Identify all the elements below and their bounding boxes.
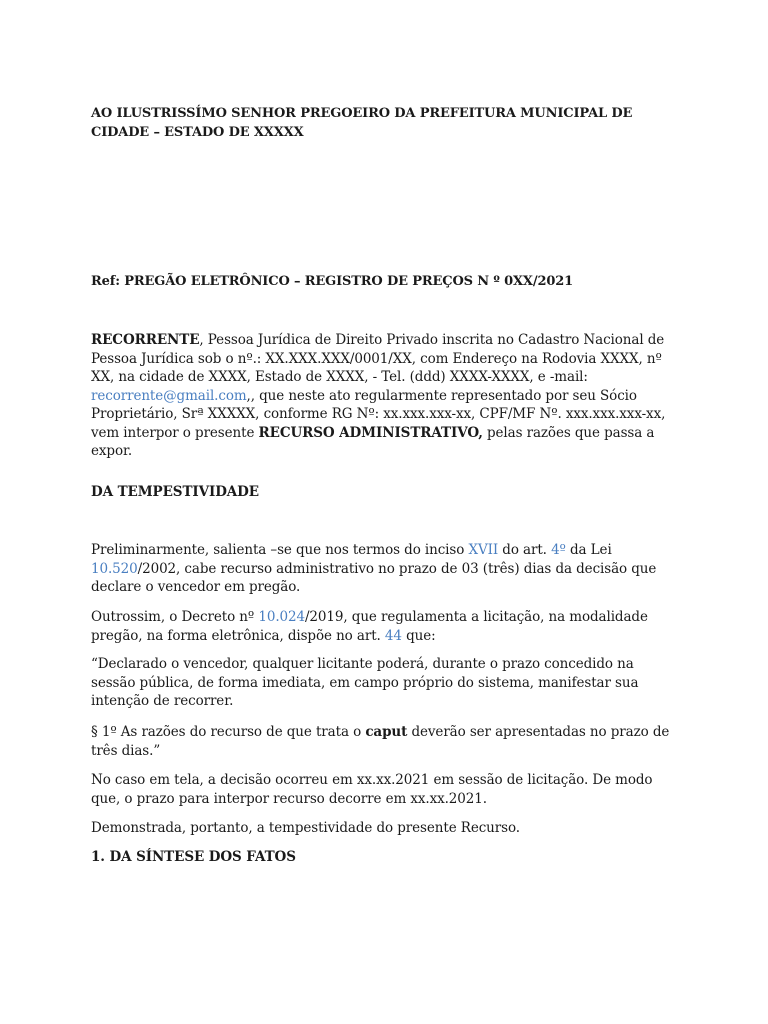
email-link[interactable]: recorrente@gmail.com xyxy=(91,387,247,404)
p1-text-1: Preliminarmente, salienta –se que nos termos do inciso xyxy=(91,542,469,558)
paragraph-outrossim xyxy=(91,608,681,645)
section-title-tempestividade: DA TEMPESTIVIDADE xyxy=(91,484,259,500)
link-lei-10520[interactable]: 10.520 xyxy=(91,560,138,577)
recurso-label: RECURSO ADMINISTRATIVO, xyxy=(258,424,483,441)
paragraph-preliminarmente xyxy=(91,541,681,597)
link-art-44[interactable]: 44 xyxy=(384,627,402,644)
intro-text-1: , Pessoa Jurídica de Direito Privado inscrita no Cadastro Nacional de Pessoa Jurídica sob o nº.: XX.XXX.XXX/0001/XX, com Endereço na Rodovia XXXX, nº XX, na cidade de XXXX, Estado de XXXX, - Tel. (ddd) XXXX-XXXX, e -mail: xyxy=(91,332,665,385)
link-inciso-xvii[interactable]: XVII xyxy=(468,542,499,558)
intro-text-2: ,, que neste ato regularmente representado por seu Sócio Proprietário, Srª XXXXX, conforme RG Nº: xx.xxx.xxx-xx, CPF/MF Nº. xxx.xxx.xxx-xx, vem interpor o presente xyxy=(91,387,666,441)
section-title-sintese: 1. DA SÍNTESE DOS FATOS xyxy=(91,849,296,865)
caput-word: caput xyxy=(365,724,408,740)
quote-paragraph: “Declarado o vencedor, qualquer licitante poderá, durante o prazo concedido na sessão pública, de forma imediata, em campo próprio do sistema, manifestar sua intenção de recorrer. xyxy=(91,656,639,709)
intro-paragraph xyxy=(91,331,681,461)
p2-text-2: /2019, que regulamenta a licitação, na modalidade pregão, na forma eletrônica, dispõe no art. xyxy=(91,609,648,644)
p1-text-4: /2002, cabe recurso administrativo no prazo de 03 (três) dias da decisão que declare o vencedor em pregão. xyxy=(91,560,657,595)
addressee-heading: AO ILUSTRISSÍMO SENHOR PREGOEIRO DA PREFEITURA MUNICIPAL DE CIDADE – ESTADO DE XXXXX xyxy=(91,106,633,140)
p2-text-1: Outrossim, o Decreto nº xyxy=(91,609,259,625)
section-1-text-1: § 1º As razões do recurso de que trata o xyxy=(91,724,366,740)
link-decreto-10024[interactable]: 10.024 xyxy=(258,609,305,625)
p2-text-3: que: xyxy=(401,627,436,644)
p1-text-3: da Lei xyxy=(565,542,612,558)
link-art-4[interactable]: 4º xyxy=(551,542,566,558)
p1-text-2: do art. xyxy=(498,542,552,558)
section-1-text-2: deverão ser apresentadas no prazo de três dias.” xyxy=(91,724,670,759)
paragraph-caso-em-tela: No caso em tela, a decisão ocorreu em xx.xx.2021 em sessão de licitação. De modo que, o prazo para interpor recurso decorre em xx.xx.2021. xyxy=(91,772,653,807)
recorrente-label: RECORRENTE xyxy=(91,332,200,348)
reference-line: Ref: PREGÃO ELETRÔNICO – REGISTRO DE PREÇOS N º 0XX/2021 xyxy=(91,274,574,289)
paragraph-demonstrada: Demonstrada, portanto, a tempestividade do presente Recurso. xyxy=(91,820,520,836)
intro-text-3: pelas razões que passa a expor. xyxy=(91,424,655,459)
paragraph-section-1 xyxy=(91,723,681,760)
